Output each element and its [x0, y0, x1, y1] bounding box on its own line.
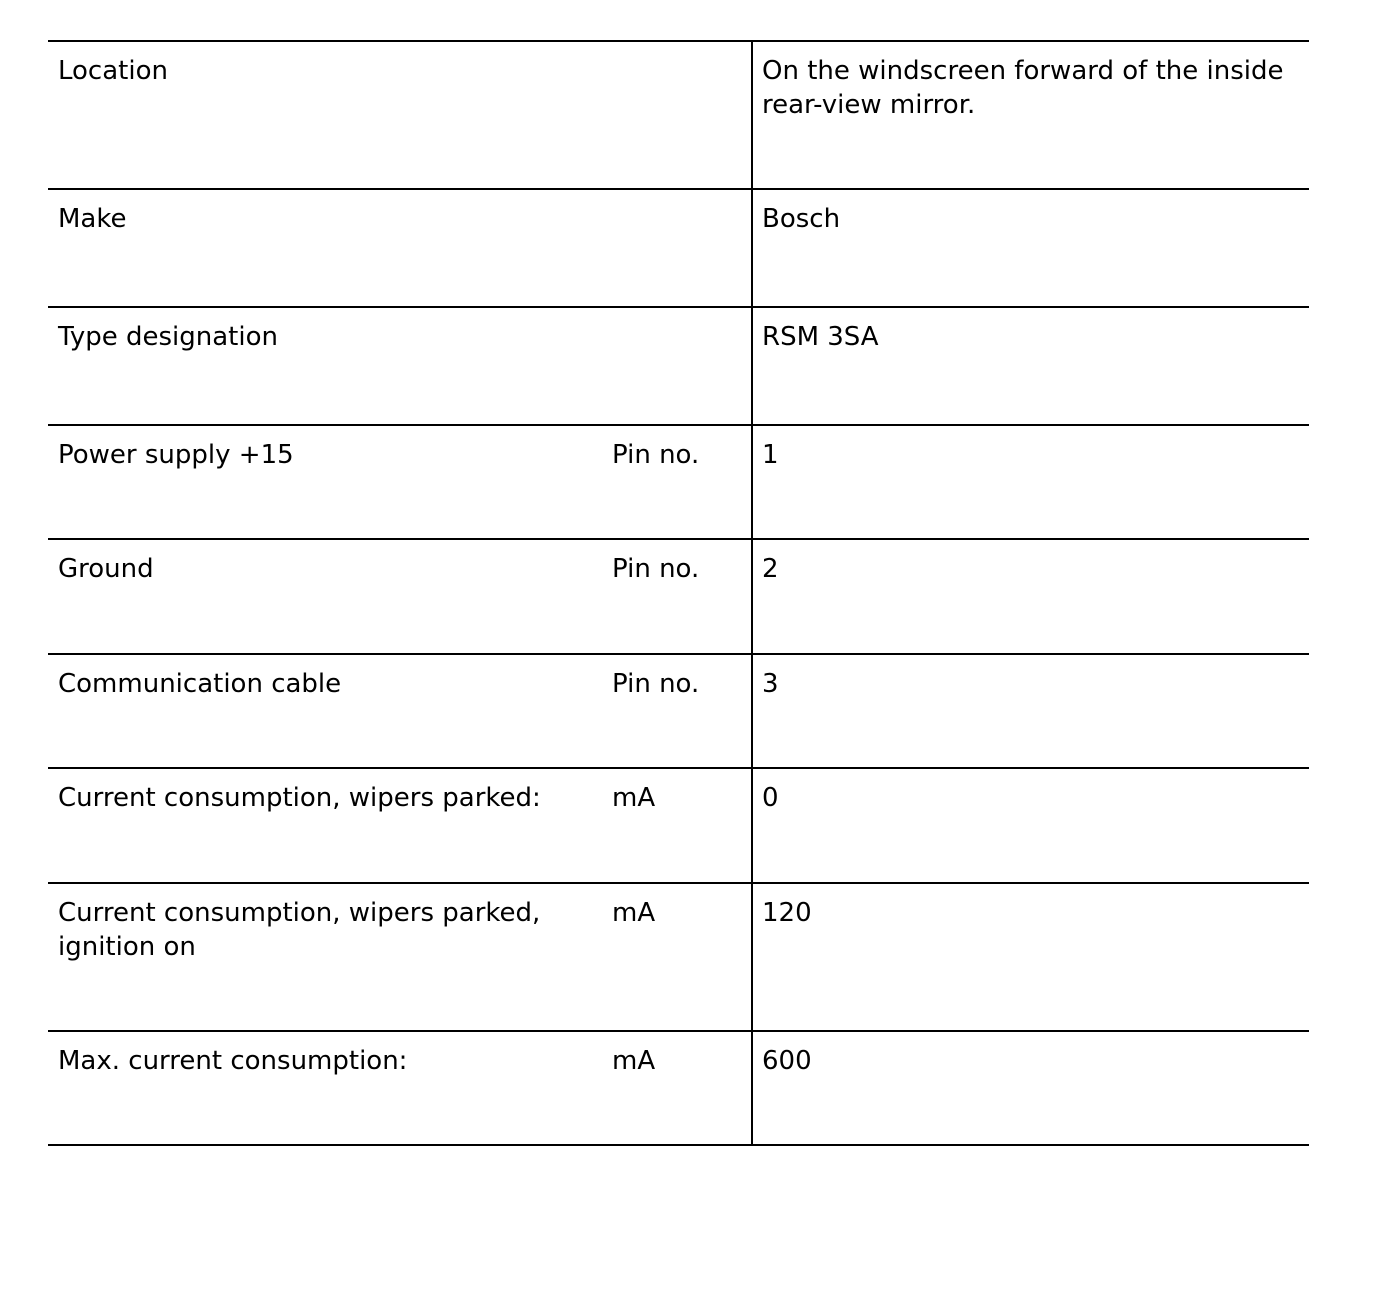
row-unit: mA [601, 1031, 752, 1145]
table-row [48, 1031, 1309, 1145]
table-row [48, 539, 1309, 654]
row-unit: mA [601, 768, 752, 883]
row-unit: Pin no. [601, 539, 752, 654]
row-label: Type designation [48, 307, 601, 425]
specification-table [48, 40, 1309, 1146]
table-row [48, 189, 1309, 307]
row-unit [601, 307, 752, 425]
row-unit [601, 189, 752, 307]
row-value: 2 [752, 539, 1309, 654]
row-label: Communication cable [48, 654, 601, 768]
table-row [48, 768, 1309, 883]
row-unit [601, 41, 752, 189]
row-value: 1 [752, 425, 1309, 539]
row-label: Ground [48, 539, 601, 654]
row-unit: Pin no. [601, 425, 752, 539]
table-row [48, 654, 1309, 768]
table-row [48, 425, 1309, 539]
row-value: 3 [752, 654, 1309, 768]
row-value: On the windscreen forward of the inside rear-view mirror. [752, 41, 1309, 189]
row-value: 600 [752, 1031, 1309, 1145]
row-label: Make [48, 189, 601, 307]
row-label: Max. current consumption: [48, 1031, 601, 1145]
row-label: Location [48, 41, 601, 189]
row-unit: Pin no. [601, 654, 752, 768]
row-unit: mA [601, 883, 752, 1031]
row-label: Power supply +15 [48, 425, 601, 539]
row-value: 120 [752, 883, 1309, 1031]
table-row [48, 41, 1309, 189]
row-value: 0 [752, 768, 1309, 883]
row-label: Current consumption, wipers parked, ignition on [48, 883, 601, 1031]
table-row [48, 883, 1309, 1031]
row-value: Bosch [752, 189, 1309, 307]
row-label: Current consumption, wipers parked: [48, 768, 601, 883]
row-value: RSM 3SA [752, 307, 1309, 425]
table-row [48, 307, 1309, 425]
